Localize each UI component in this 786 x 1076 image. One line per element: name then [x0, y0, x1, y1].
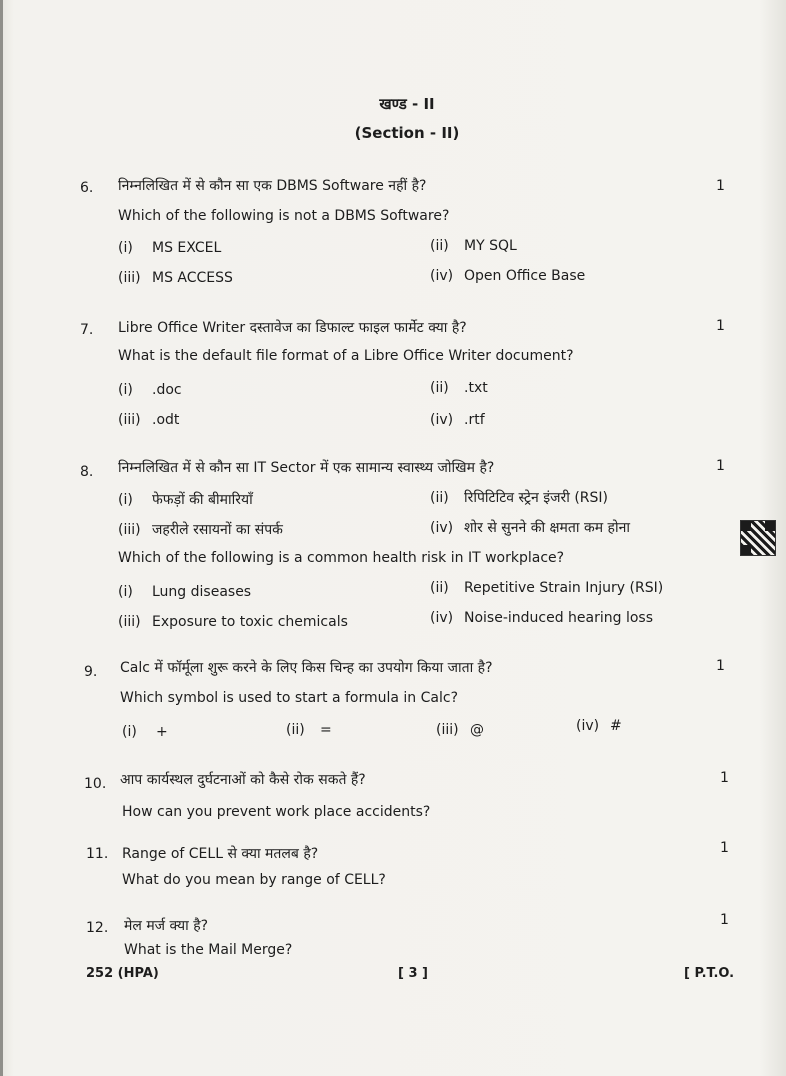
question-english: What do you mean by range of CELL? — [122, 872, 386, 888]
question-hindi: मेल मर्ज क्या है? — [124, 918, 209, 934]
question-hindi: Libre Office Writer दस्तावेज का डिफाल्ट फाइल फार्मेट क्या है? — [118, 320, 467, 336]
option-i: (i) .doc — [118, 382, 182, 398]
question-hindi: निम्नलिखित में से कौन सा IT Sector में एक सामान्य स्वास्थ्य जोखिम है? — [118, 460, 495, 476]
paper-code: 252 (HPA) — [86, 966, 159, 981]
question-marks: 1 — [720, 912, 729, 928]
question-english: Which of the following is not a DBMS Software? — [118, 208, 450, 224]
pto-marker: [ P.T.O. — [684, 966, 735, 981]
question-english: Which symbol is used to start a formula in Calc? — [120, 690, 458, 706]
option-ii: (ii) .txt — [430, 380, 488, 396]
option-i: (i) + — [122, 724, 168, 740]
option-hindi-ii: (ii) रिपिटिटिव स्ट्रेन इंजरी (RSI) — [430, 490, 608, 506]
option-hindi-iv: (iv) शोर से सुनने की क्षमता कम होना — [430, 520, 631, 536]
question-english: What is the default file format of a Libre Office Writer document? — [118, 348, 574, 364]
option-ii: (ii) MY SQL — [430, 238, 517, 254]
option-ii: (ii) Repetitive Strain Injury (RSI) — [430, 580, 664, 596]
question-marks: 1 — [720, 770, 729, 786]
question-marks: 1 — [716, 658, 725, 674]
option-iv: (iv) # — [576, 718, 622, 734]
option-ii: (ii) = — [286, 722, 332, 738]
section-title-hindi: खण्ड - II — [379, 95, 435, 113]
page-number: [ 3 ] — [398, 966, 428, 981]
question-english: How can you prevent work place accidents? — [122, 804, 431, 820]
option-iii: (iii) MS ACCESS — [118, 270, 233, 286]
page-left-edge — [0, 0, 3, 1076]
option-hindi-iii: (iii) जहरीले रसायनों का संपर्क — [118, 522, 283, 538]
option-hindi-i: (i) फेफड़ों की बीमारियाँ — [118, 492, 253, 508]
question-marks: 1 — [720, 840, 729, 856]
question-number: 7. — [80, 322, 94, 338]
option-iii: (iii) Exposure to toxic chemicals — [118, 614, 348, 630]
option-iv: (iv) Open Office Base — [430, 268, 586, 284]
option-i: (i) Lung diseases — [118, 584, 252, 600]
question-number: 8. — [80, 464, 94, 480]
question-marks: 1 — [716, 178, 725, 194]
question-english: Which of the following is a common health risk in IT workplace? — [118, 550, 565, 566]
question-number: 6. — [80, 180, 94, 196]
question-english: What is the Mail Merge? — [124, 942, 293, 958]
option-iv: (iv) .rtf — [430, 412, 485, 428]
question-number: 12. — [86, 920, 109, 936]
question-marks: 1 — [716, 458, 725, 474]
option-i: (i) MS EXCEL — [118, 240, 222, 256]
section-title-english: (Section - II) — [354, 124, 460, 142]
question-number: 11. — [86, 846, 109, 862]
option-iii: (iii) @ — [436, 722, 484, 738]
question-marks: 1 — [716, 318, 725, 334]
question-number: 9. — [84, 664, 98, 680]
question-hindi: Range of CELL से क्या मतलब है? — [122, 846, 319, 862]
option-iv: (iv) Noise-induced hearing loss — [430, 610, 654, 626]
question-hindi: आप कार्यस्थल दुर्घटनाओं को कैसे रोक सकते हैं? — [120, 772, 366, 788]
qr-code-icon — [740, 520, 776, 556]
question-hindi: Calc में फॉर्मूला शुरू करने के लिए किस चिन्ह का उपयोग किया जाता है? — [120, 660, 493, 676]
question-number: 10. — [84, 776, 107, 792]
option-iii: (iii) .odt — [118, 412, 180, 428]
question-hindi: निम्नलिखित में से कौन सा एक DBMS Software नहीं है? — [118, 178, 427, 194]
